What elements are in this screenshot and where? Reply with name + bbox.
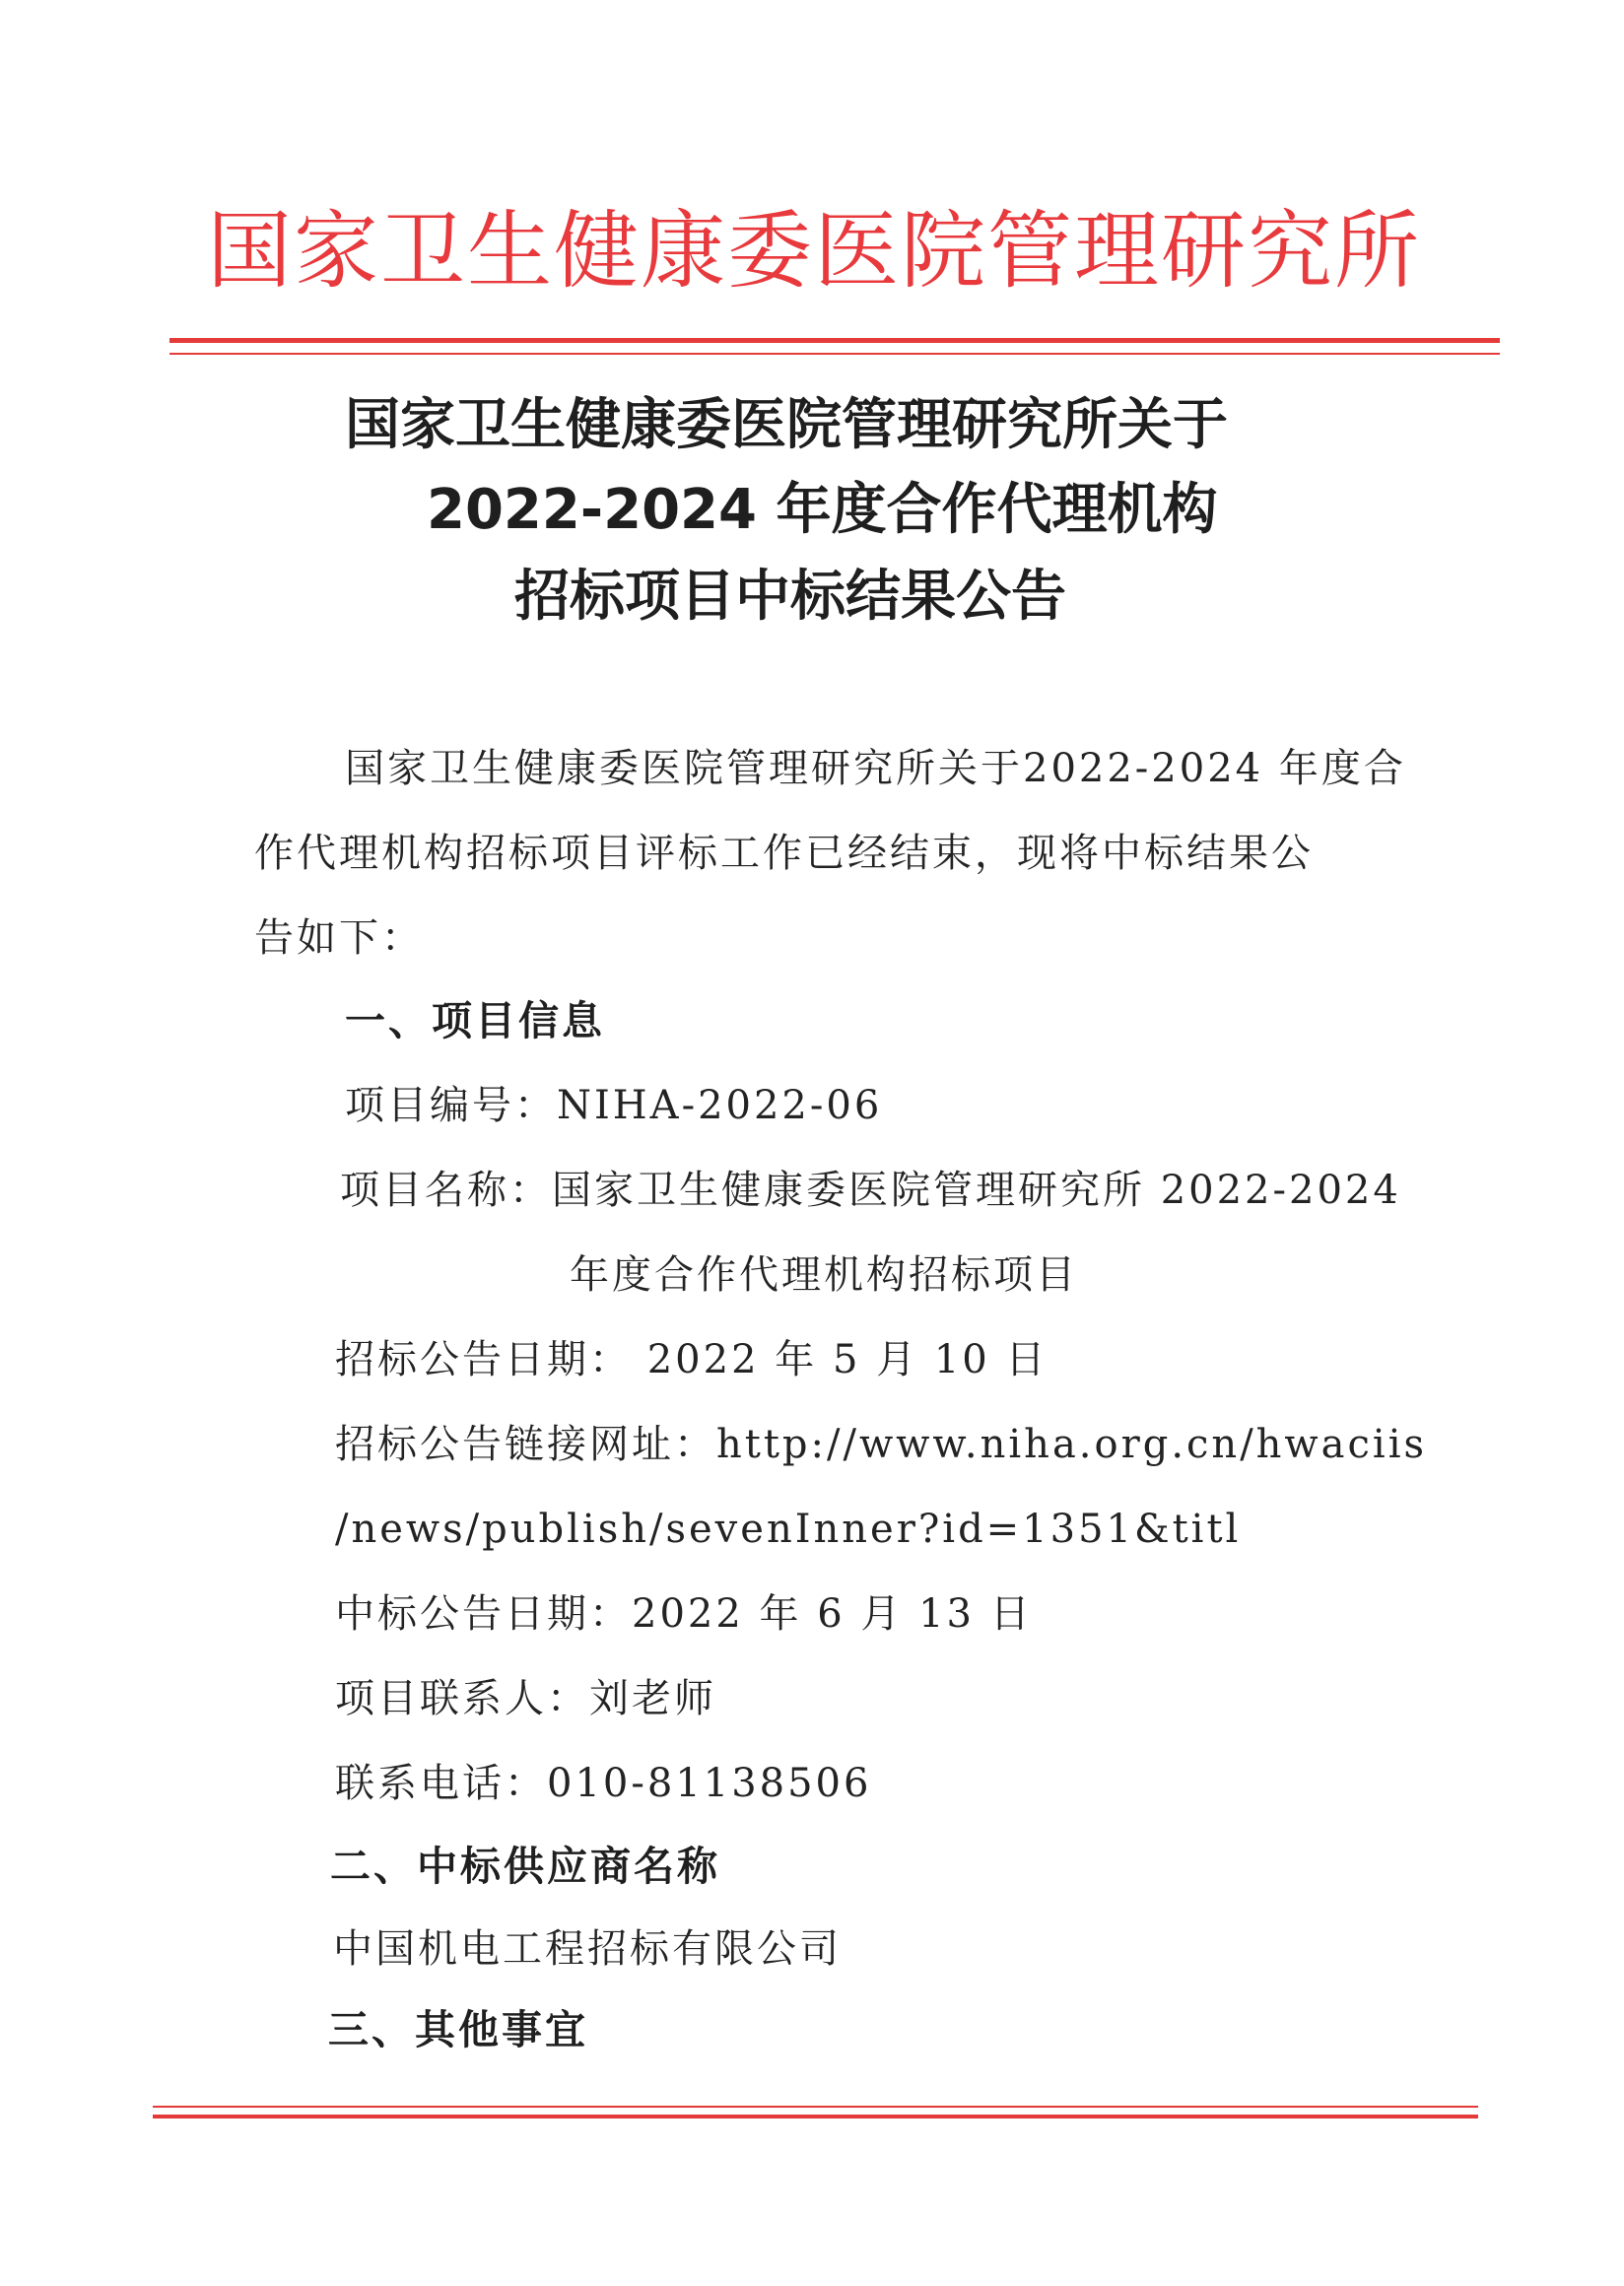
document-title-line-2: 2022-2024 年度合作代理机构 [427,478,1218,542]
footer-rule-thick [153,2115,1478,2118]
section-heading-other-matters: 三、其他事宜 [328,2006,588,2053]
field-contact-phone [335,1756,871,1811]
document-title-line-1: 国家卫生健康委医院管理研究所关于 [345,393,1228,457]
field-value: 2022 年 6 月 13 日 [632,1591,1033,1637]
field-tender-date [335,1332,1048,1387]
intro-paragraph-line-1: 国家卫生健康委医院管理研究所关于2022-2024 年度合 [345,746,1406,791]
tender-url-link[interactable]: http://www.niha.org.cn/hwaciis [716,1422,1428,1467]
intro-paragraph-line-2: 作代理机构招标项目评标工作已经结束，现将中标结果公 [254,831,1314,876]
field-label: 项目名称： [340,1168,552,1213]
field-project-name-continuation: 年度合作代理机构招标项目 [570,1252,1078,1298]
document-title-line-3: 招标项目中标结果公告 [514,565,1066,629]
field-label: 项目编号： [345,1083,557,1128]
field-award-date [335,1586,1033,1642]
field-label: 项目联系人： [335,1676,589,1721]
field-value: 2022 年 5 月 10 日 [632,1337,1049,1382]
field-label: 中标公告日期： [335,1591,632,1637]
field-value: 国家卫生健康委医院管理研究所 2022-2024 [552,1168,1401,1213]
field-contact-person [335,1671,716,1726]
intro-paragraph-line-3: 告如下： [254,915,424,961]
field-label: 招标公告链接网址： [335,1422,716,1467]
masthead-rule-thin [169,353,1500,355]
winning-supplier-name: 中国机电工程招标有限公司 [333,1926,842,1972]
field-label: 联系电话： [335,1761,547,1806]
field-value: 刘老师 [589,1676,716,1721]
field-value: 010-81138506 [547,1761,872,1806]
section-heading-project-info: 一、项目信息 [345,997,605,1044]
tender-url-link-continuation[interactable]: /news/publish/sevenInner?id=1351&titl [335,1507,1242,1552]
masthead-rule-thick [169,338,1500,343]
field-label: 招标公告日期： [335,1337,632,1382]
field-value: NIHA-2022-06 [557,1083,883,1128]
field-project-number [345,1078,882,1133]
footer-rule-thin [153,2106,1478,2108]
field-tender-url [335,1417,1427,1472]
field-project-name [340,1163,1401,1218]
masthead-org-name: 国家卫生健康委医院管理研究所 [207,202,1421,301]
section-heading-winning-supplier: 二、中标供应商名称 [330,1843,720,1890]
